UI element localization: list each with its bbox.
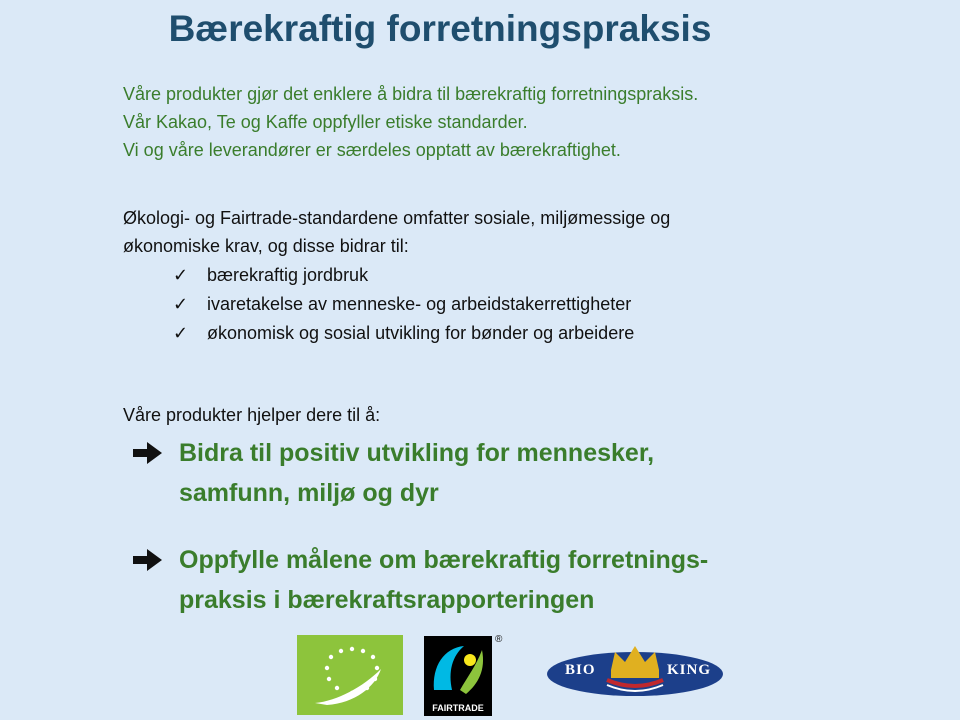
benefit-line: praksis i bærekraftsrapporteringen [179, 586, 595, 614]
list-item [173, 260, 670, 289]
help-intro: Våre produkter hjelper dere til å: [123, 405, 381, 425]
intro-line: Våre produkter gjør det enklere å bidra til bærekraftig forretningspraksis. [123, 84, 699, 104]
benefit-item [133, 433, 654, 513]
checkmark-icon: ✓ [173, 293, 189, 314]
list-item [173, 318, 670, 347]
checkmark-icon: ✓ [173, 264, 189, 285]
intro-line: Vi og våre leverandører er særdeles opptatt av bærekraftighet. [123, 140, 621, 160]
intro-text [123, 80, 698, 164]
list-item-label: bærekraftig jordbruk [207, 264, 369, 285]
list-item-label: økonomisk og sosial utvikling for bønder og arbeidere [207, 322, 635, 343]
arrow-right-icon [133, 441, 179, 465]
checkmark-icon: ✓ [173, 322, 189, 343]
bioking-label-left: BIO [565, 662, 596, 678]
intro-line: Vår Kakao, Te og Kaffe oppfyller etiske standarder. [123, 112, 528, 132]
benefit-line: Bidra til positiv utvikling for mennesker, [179, 439, 655, 467]
eu-leaf-icon [297, 635, 403, 715]
benefit-line: samfunn, miljø og dyr [179, 479, 439, 507]
benefit-line: Oppfylle målene om bærekraftig forretnings- [179, 546, 709, 574]
list-item-label: ivaretakelse av menneske- og arbeidstakerrettigheter [207, 293, 632, 314]
benefit-item [133, 540, 708, 620]
registered-mark: ® [495, 634, 503, 645]
list-item [173, 289, 670, 318]
bioking-label-right: KING [667, 662, 712, 678]
arrow-right-icon [133, 548, 179, 572]
standards-section [123, 204, 670, 347]
fairtrade-mark-icon [424, 636, 492, 702]
fairtrade-label: FAIRTRADE [432, 703, 484, 713]
page-title: Bærekraftig forretningspraksis [168, 8, 712, 49]
standards-checklist [123, 260, 670, 347]
bioking-logo [545, 640, 725, 700]
fairtrade-logo [424, 636, 492, 716]
standards-line: Økologi- og Fairtrade-standardene omfatter sosiale, miljømessige og [123, 208, 671, 228]
eu-organic-logo [297, 635, 403, 715]
standards-line: økonomiske krav, og disse bidrar til: [123, 236, 409, 256]
